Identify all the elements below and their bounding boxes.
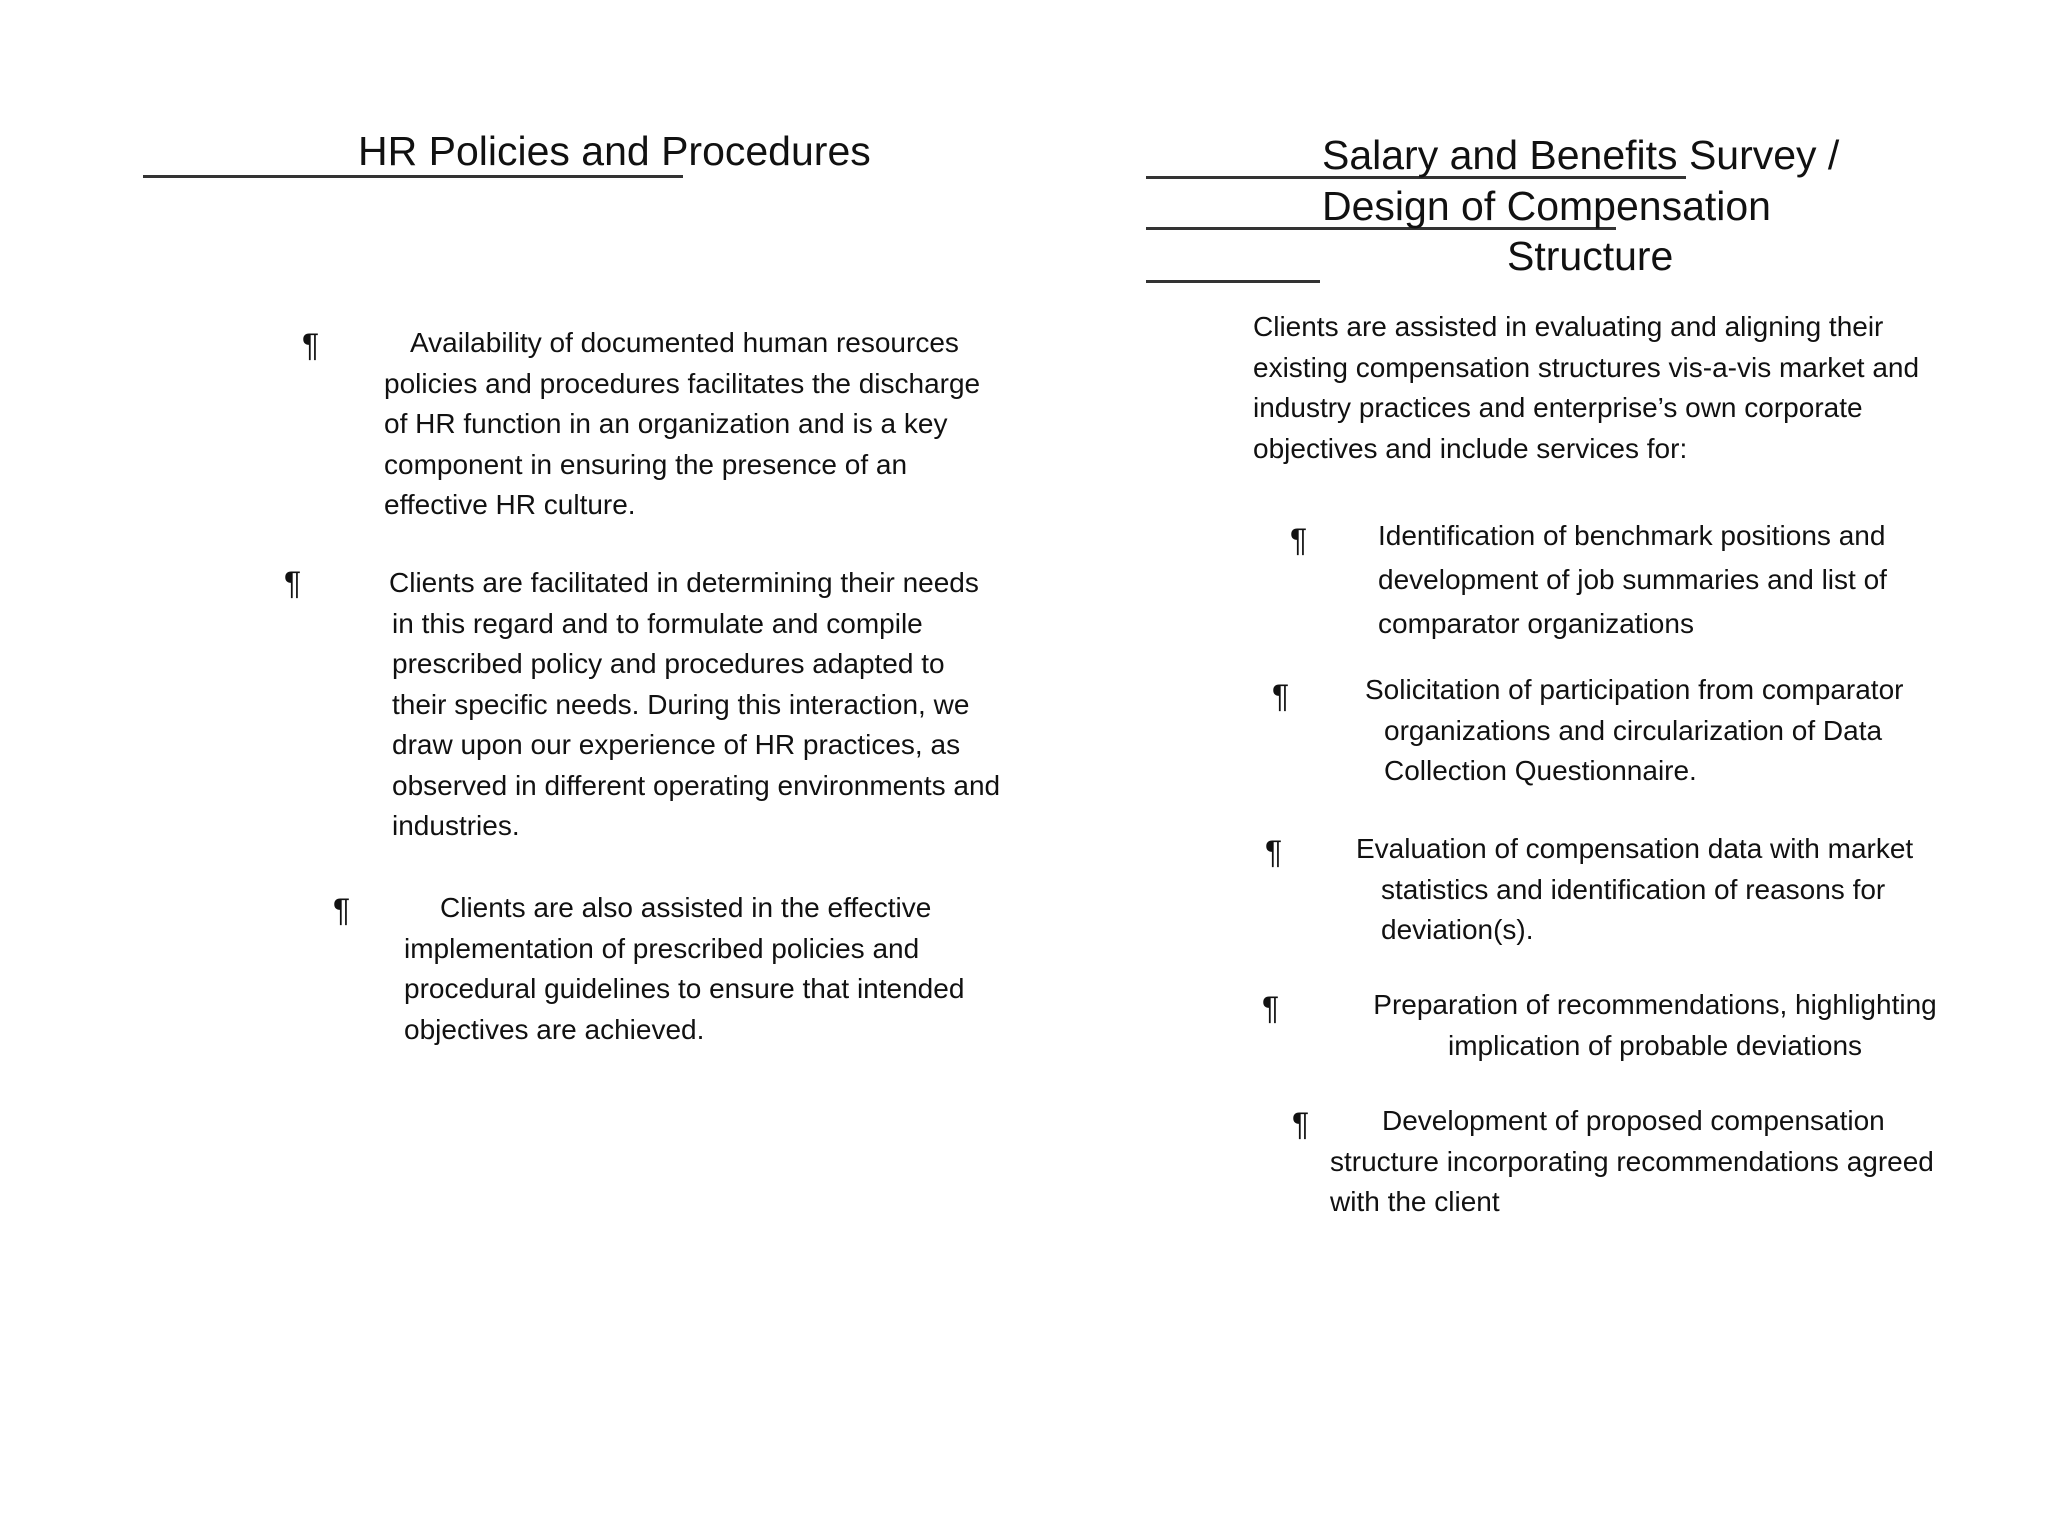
pilcrow-icon: ¶ — [1272, 678, 1290, 714]
right-section-title-line1: Salary and Benefits Survey / — [1322, 132, 1840, 178]
left-section-title: HR Policies and Procedures — [358, 128, 871, 174]
right-title-underline-3 — [1146, 280, 1320, 283]
right-list-item-4: Preparation of recommendations, highlighting implication of probable deviations — [1373, 989, 1937, 1061]
right-list-item-3: Evaluation of compensation data with market statistics and identification of reasons for deviation(s). — [1356, 833, 1914, 945]
left-title-underline — [143, 175, 683, 178]
pilcrow-icon: ¶ — [1292, 1106, 1310, 1142]
pilcrow-icon: ¶ — [302, 327, 320, 363]
pilcrow-icon: ¶ — [333, 892, 351, 928]
left-list-item-2: Clients are facilitated in determining their needs in this regard and to formulate and compile prescribed policy and procedures adapted to their specific needs. During this interaction, we draw upon our experience of HR practices, as observed in different operating environments and industries. — [389, 567, 1001, 841]
right-list-item-2: Solicitation of participation from comparator organizations and circularization of Data Collection Questionnaire. — [1365, 674, 1904, 786]
right-section-title-line3: Structure — [1507, 233, 1674, 279]
left-list-item-1: Availability of documented human resources policies and procedures facilitates the discharge of HR function in an organization and is a key component in ensuring the presence of an effective HR culture. — [384, 327, 981, 520]
pilcrow-icon: ¶ — [284, 565, 302, 601]
right-section-title-line2: Design of Compensation — [1322, 183, 1771, 229]
right-list-item-5: Development of proposed compensation structure incorporating recommendations agreed with the client — [1330, 1105, 1934, 1217]
pilcrow-icon: ¶ — [1265, 834, 1283, 870]
left-list-item-3: Clients are also assisted in the effective implementation of prescribed policies and procedural guidelines to ensure that intended objectives are achieved. — [404, 892, 965, 1045]
pilcrow-icon: ¶ — [1262, 990, 1280, 1026]
right-intro-paragraph: Clients are assisted in evaluating and aligning their existing compensation structures vis-a-vis market and industry practices and enterprise’s own corporate objectives and include services for: — [1253, 311, 1920, 464]
right-list-item-1: Identification of benchmark positions and development of job summaries and list of comparator organizations — [1378, 520, 1887, 639]
pilcrow-icon: ¶ — [1290, 522, 1308, 558]
